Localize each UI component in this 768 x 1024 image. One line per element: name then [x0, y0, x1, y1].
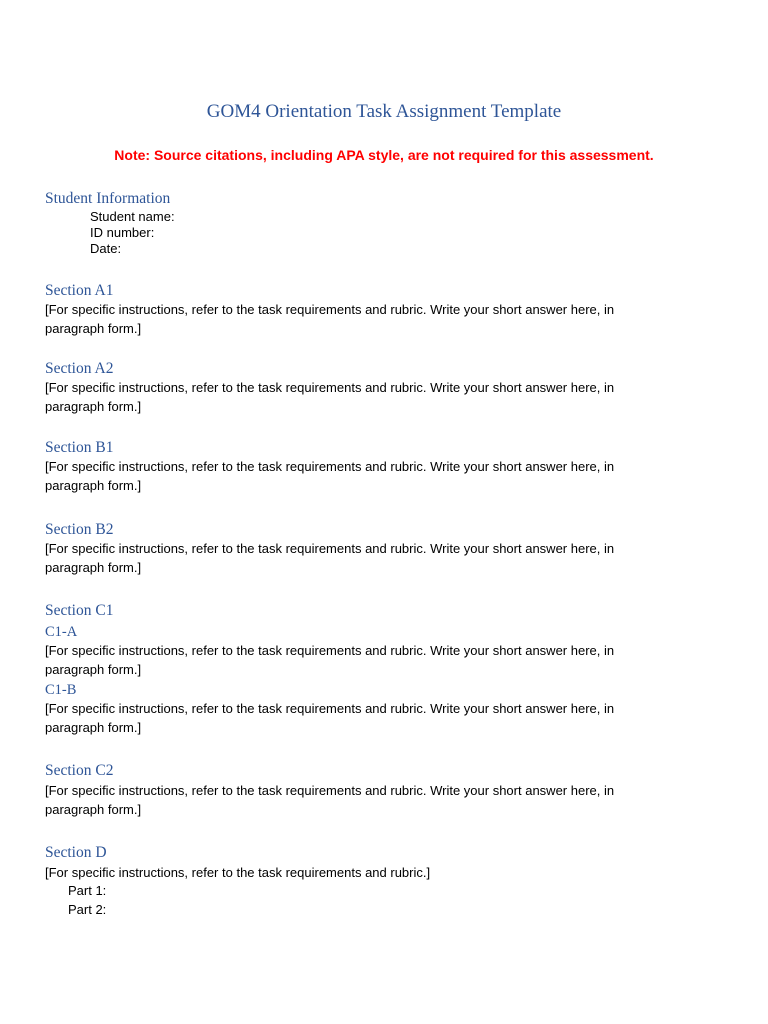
- section-c1b-heading: C1-B: [45, 682, 77, 698]
- section-c1-heading: Section C1: [45, 602, 114, 619]
- section-d-heading: Section D: [45, 844, 107, 861]
- id-number-field: ID number:: [90, 225, 155, 240]
- section-c1a-heading: C1-A: [45, 624, 78, 640]
- section-c2-heading: Section C2: [45, 762, 114, 779]
- placeholder-line: paragraph form.]: [45, 802, 142, 817]
- section-b2-body: [45, 539, 685, 577]
- student-information-heading: Student Information: [45, 190, 171, 207]
- section-a1-heading: Section A1: [45, 282, 114, 299]
- document-title: GOM4 Orientation Task Assignment Template: [206, 101, 562, 122]
- section-a2-heading: Section A2: [45, 360, 114, 377]
- part-2-field: Part 2:: [68, 902, 107, 917]
- placeholder-line: [For specific instructions, refer to the task requirements and rubric. Write your short answer here, in: [45, 302, 615, 317]
- section-a1-body: [45, 300, 685, 338]
- section-b2-heading: Section B2: [45, 521, 114, 538]
- assessment-note: Note: Source citations, including APA style, are not required for this assessment.: [114, 147, 654, 163]
- placeholder-line: [For specific instructions, refer to the task requirements and rubric. Write your short answer here, in: [45, 459, 615, 474]
- placeholder-line: paragraph form.]: [45, 321, 142, 336]
- placeholder-line: paragraph form.]: [45, 720, 142, 735]
- section-c1b-body: [45, 699, 685, 737]
- placeholder-line: [For specific instructions, refer to the task requirements and rubric. Write your short answer here, in: [45, 541, 615, 556]
- placeholder-line: paragraph form.]: [45, 560, 142, 575]
- section-c1a-body: [45, 641, 685, 679]
- placeholder-line: [For specific instructions, refer to the task requirements and rubric. Write your short answer here, in: [45, 380, 615, 395]
- section-d-body: [45, 863, 685, 882]
- part-1-field: Part 1:: [68, 883, 107, 898]
- section-c2-body: [45, 781, 685, 819]
- student-name-field: Student name:: [90, 209, 175, 224]
- date-field: Date:: [90, 241, 122, 256]
- placeholder-line: [For specific instructions, refer to the task requirements and rubric. Write your short answer here, in: [45, 783, 615, 798]
- placeholder-line: [For specific instructions, refer to the task requirements and rubric. Write your short answer here, in: [45, 701, 615, 716]
- placeholder-line: paragraph form.]: [45, 662, 142, 677]
- placeholder-line: paragraph form.]: [45, 399, 142, 414]
- section-d-instruction: [For specific instructions, refer to the task requirements and rubric.]: [45, 865, 431, 880]
- section-a2-body: [45, 378, 685, 416]
- placeholder-line: [For specific instructions, refer to the task requirements and rubric. Write your short answer here, in: [45, 643, 615, 658]
- section-b1-heading: Section B1: [45, 439, 114, 456]
- section-b1-body: [45, 457, 685, 495]
- placeholder-line: paragraph form.]: [45, 478, 142, 493]
